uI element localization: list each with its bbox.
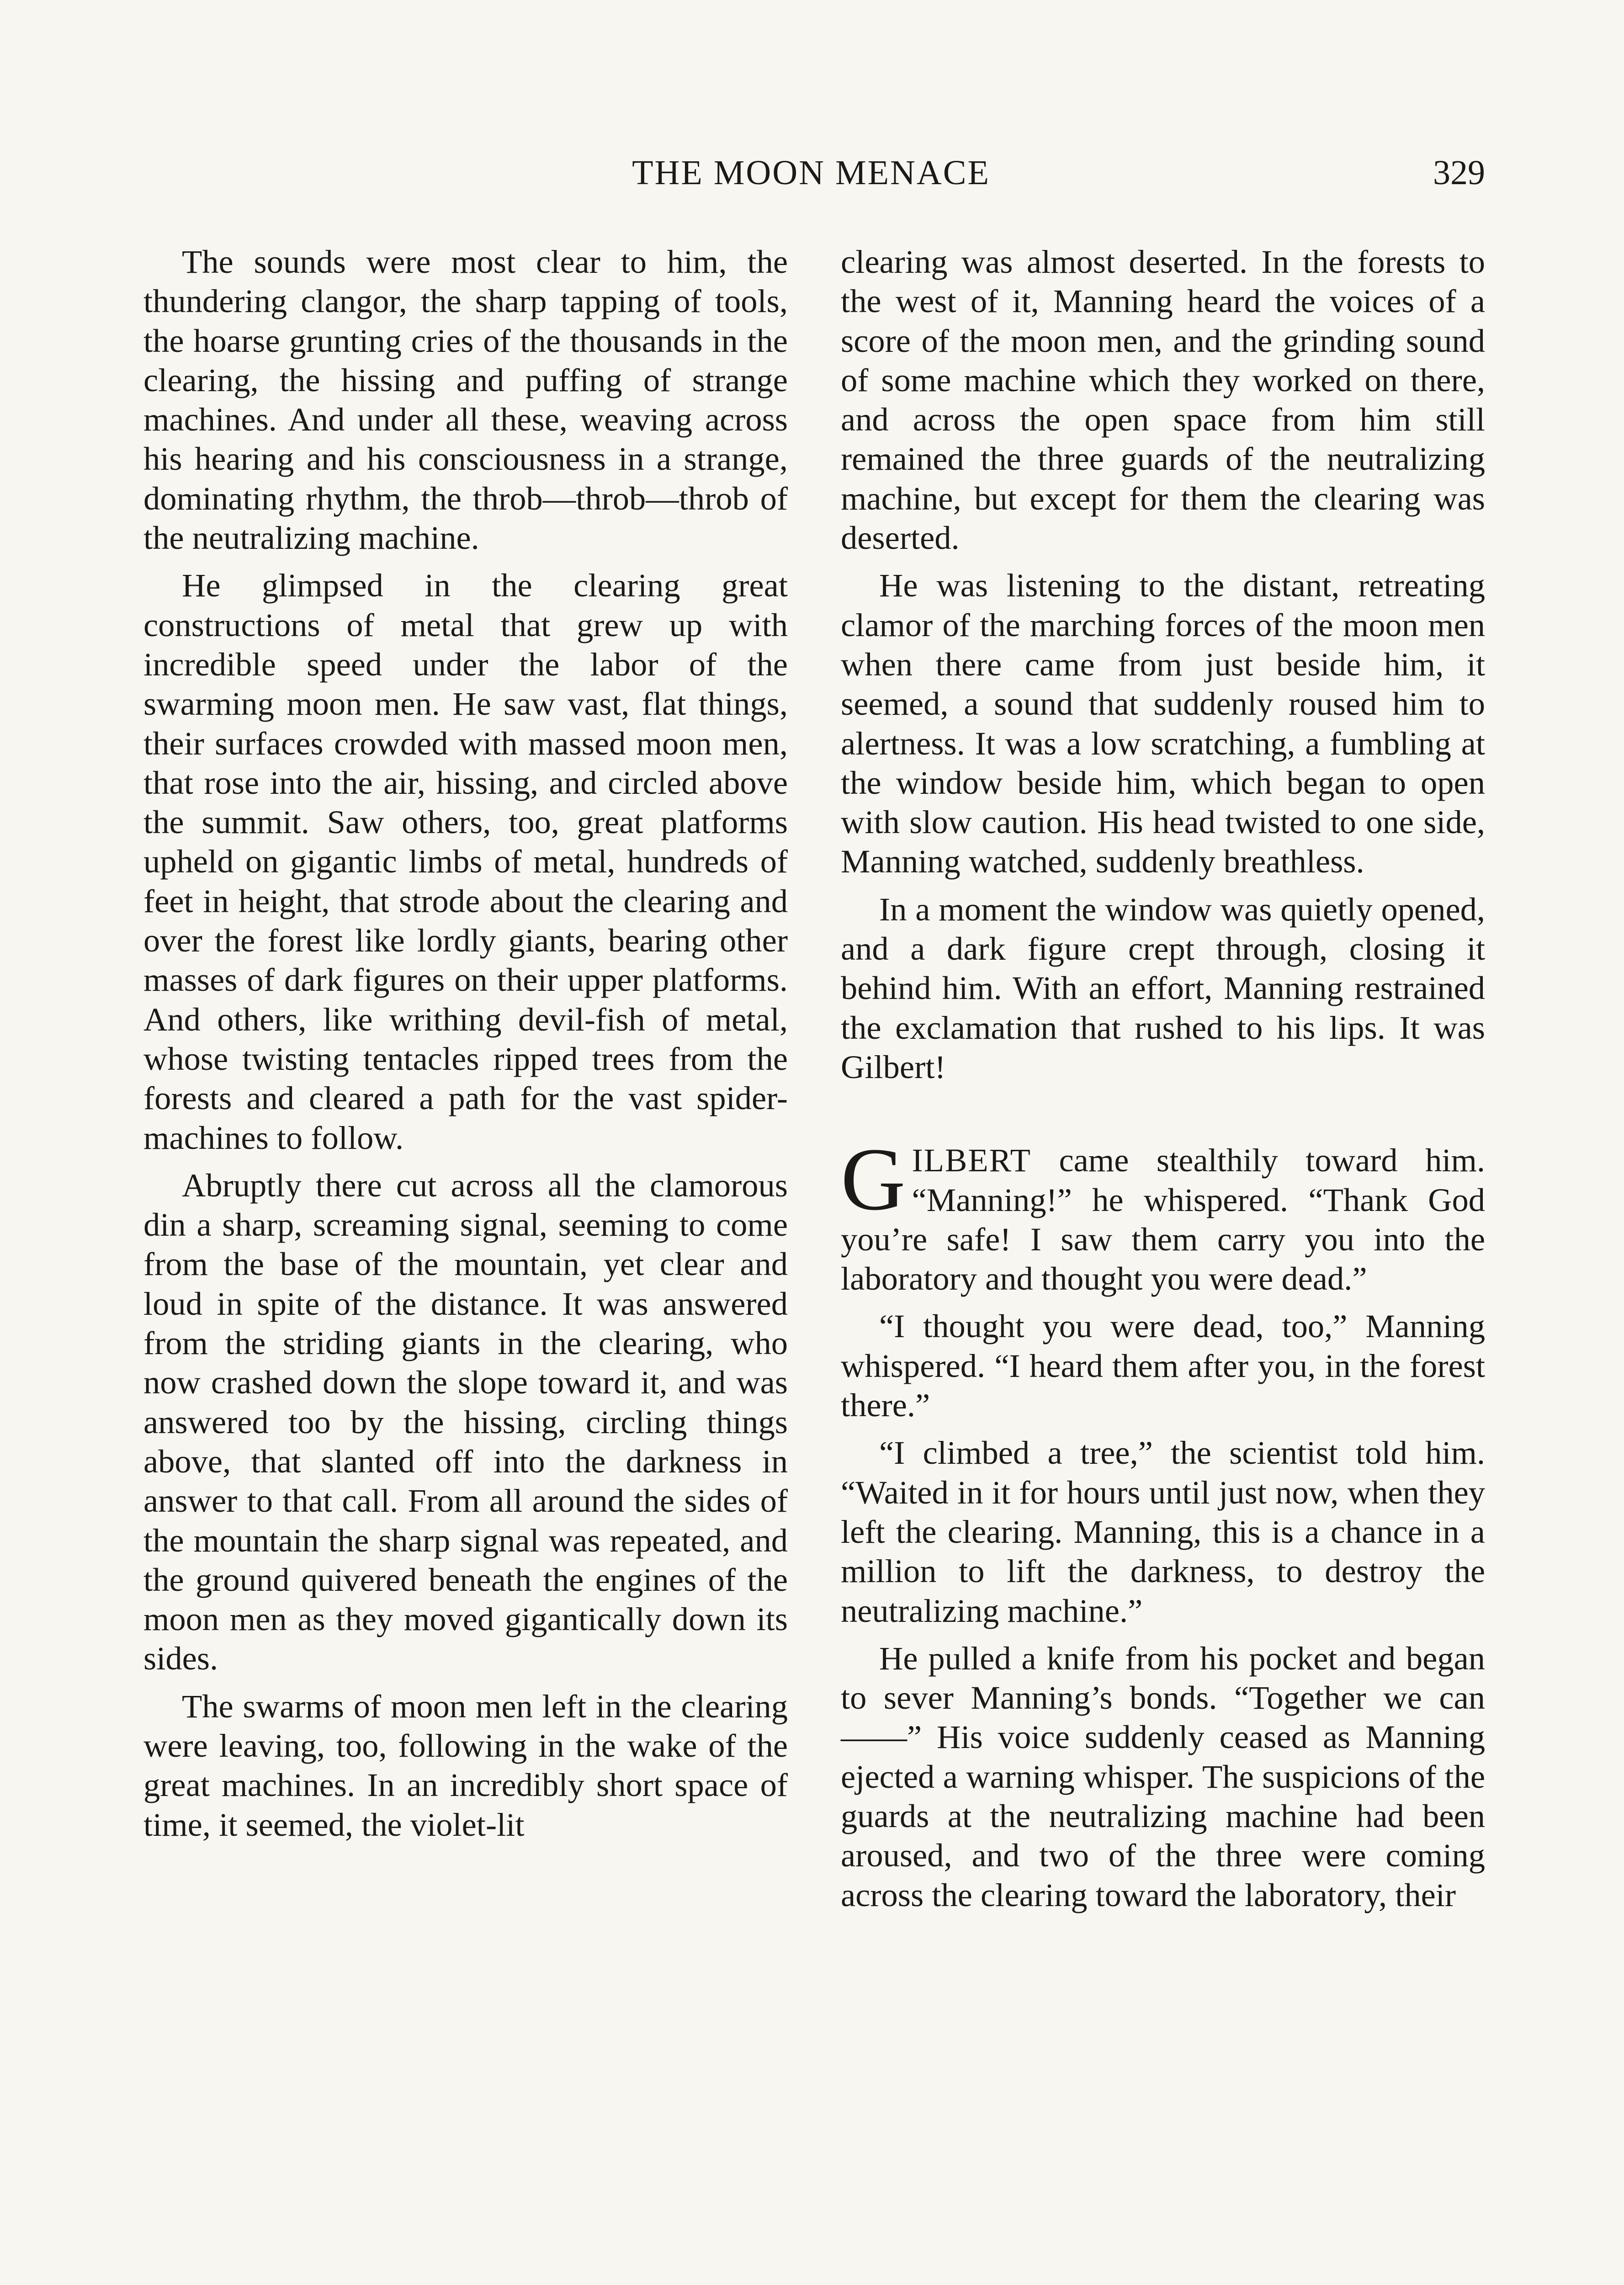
section-text: came stealthily toward him. “Manning!” he whispered. “Thank God you’re safe! I saw them carry you into the laboratory and thought you were dead.” <box>841 1142 1485 1297</box>
paragraph: He glimpsed in the clearing great constructions of metal that grew up with incredible speed under the labor of the swarming moon men. He saw vast, flat things, their surfaces crowded with massed moon men, that rose into the air, hissing, and circled above the summit. Saw others, too, great platforms upheld on gigantic limbs of metal, hundreds of feet in height, that strode about the clearing and over the forest like lordly giants, bearing other masses of dark figures on their upper platforms. And others, like writhing devil-fish of metal, whose twisting tentacles ripped trees from the forests and cleared a path for the vast spider-machines to follow. <box>143 567 788 1156</box>
drop-cap: G <box>841 1130 906 1229</box>
paragraph: “I climbed a tree,” the scientist told him. “Waited in it for hours until just now, when they left the clearing. Manning, this is a chance in a million to lift the darkness, to destroy the neutralizing machine.” <box>841 1434 1485 1629</box>
running-title: THE MOON MENACE <box>632 154 990 192</box>
paragraph: The swarms of moon men left in the clearing were leaving, too, following in the wake of the great machines. In an incredibly short space of time, it seemed, the violet-lit <box>143 1687 788 1843</box>
paragraph: The sounds were most clear to him, the thundering clangor, the sharp tapping of tools, the hoarse grunting cries of the thousands in the clearing, the hissing and puffing of strange machines. And under all these, weaving across his hearing and his consciousness in a strange, dominating rhythm, the throb—throb—throb of the neutralizing machine. <box>143 243 788 557</box>
left-column <box>143 242 788 1853</box>
paragraph: He pulled a knife from his pocket and began to sever Manning’s bonds. “Together we can——” His voice suddenly ceased as Manning ejected a warning whisper. The suspicions of the guards at the neutralizing machine had been aroused, and two of the three were coming across the clearing toward the laboratory, their <box>841 1639 1485 1913</box>
page-number: 329 <box>1433 154 1485 192</box>
paragraph: “I thought you were dead, too,” Manning whispered. “I heard them after you, in the forest there.” <box>841 1307 1485 1424</box>
paragraph-continuation: clearing was almost deserted. In the forests to the west of it, Manning heard the voices of a score of the moon men, and the grinding sound of some machine which they worked on there, and across the open space from him still remained the three guards of the neutralizing machine, but except for them the clearing was deserted. <box>841 243 1485 557</box>
paragraph: He was listening to the distant, retreating clamor of the marching forces of the moon men when there came from just beside him, it seemed, a sound that suddenly roused him to alertness. It was a low scratching, a fumbling at the window beside him, which began to open with slow caution. His head twisted to one side, Manning watched, suddenly breathless. <box>841 567 1485 880</box>
right-column <box>841 242 1485 1923</box>
paragraph: In a moment the window was quietly opened, and a dark figure crept through, closing it behind him. With an effort, Manning restrained the exclamation that rushed to his lips. It was Gilbert! <box>841 890 1485 1085</box>
page-header <box>137 145 1485 200</box>
paragraph: Abruptly there cut across all the clamorous din a sharp, screaming signal, seeming to come from the base of the mountain, yet clear and loud in spite of the distance. It was answered from the striding giants in the clearing, who now crashed down the slope toward it, and was answered too by the hissing, circling things above, that slanted off into the darkness in answer to that call. From all around the sides of the mountain the sharp signal was repeated, and the ground quivered beneath the engines of the moon men as they moved gigantically down its sides. <box>143 1166 788 1677</box>
small-caps-word: ILBERT <box>912 1142 1031 1179</box>
section-opening-paragraph <box>841 1130 1485 1298</box>
